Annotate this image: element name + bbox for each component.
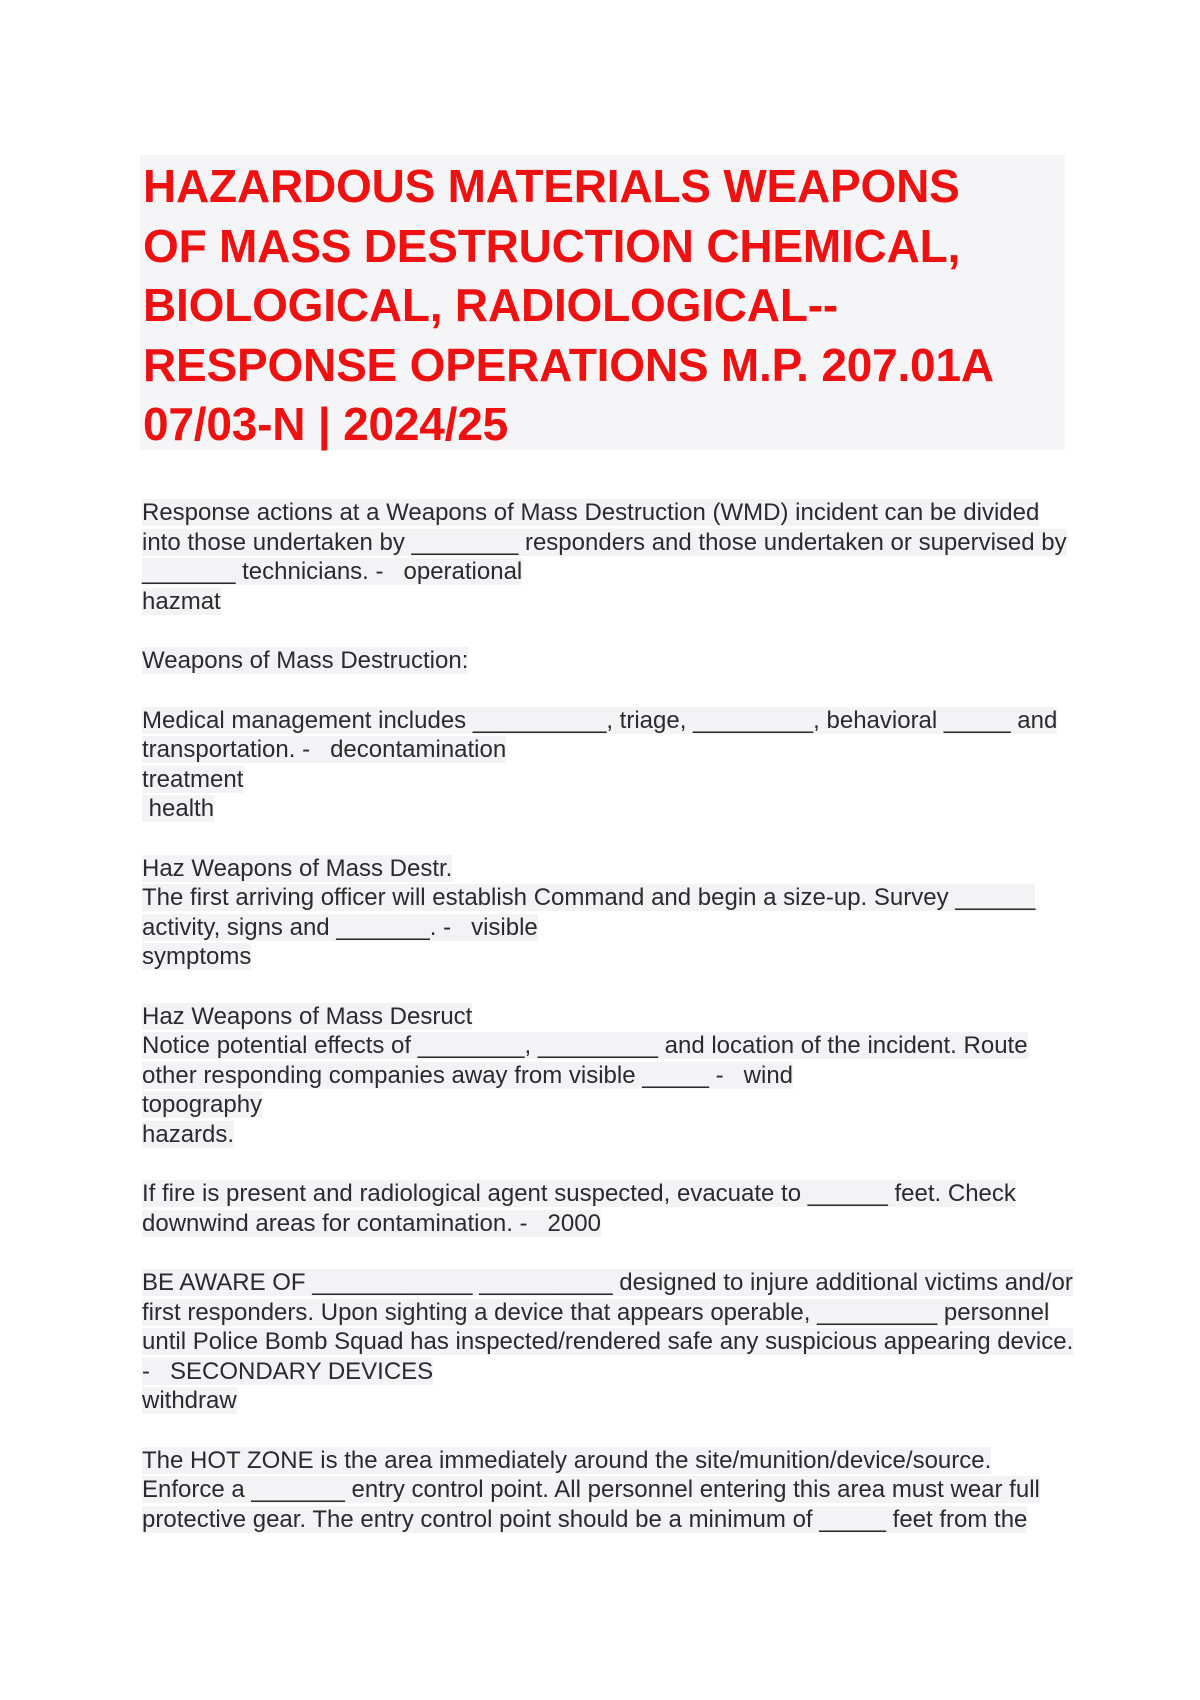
title-line: HAZARDOUS MATERIALS WEAPONS (143, 160, 960, 212)
entry-text-line: transportation. - decontamination (142, 736, 507, 763)
entry-text-line: _______ technicians. - operational (142, 558, 523, 585)
entry-text-line: symptoms (142, 943, 252, 970)
entry-text-line: Weapons of Mass Destruction: (142, 647, 469, 674)
flashcard-entry (142, 1446, 1082, 1535)
flashcard-list (142, 498, 1082, 1564)
entry-text-line: first responders. Upon sighting a device that appears operable, _________ personnel (142, 1298, 1050, 1326)
entry-text-line: Response actions at a Weapons of Mass Destruction (WMD) incident can be divided (142, 499, 1040, 526)
entry-text-line: hazards. (142, 1120, 235, 1148)
entry-text-line: health (142, 795, 215, 822)
entry-text-line: - SECONDARY DEVICES (142, 1357, 434, 1385)
entry-text-line: downwind areas for contamination. - 2000 (142, 1209, 601, 1237)
entry-text-line: Haz Weapons of Mass Destr. (142, 854, 453, 882)
entry-text-line: into those undertaken by ________ responders and those undertaken or supervised by (142, 528, 1067, 556)
entry-text-line: BE AWARE OF ____________ __________ designed to injure additional victims and/or (142, 1269, 1073, 1296)
title-line: RESPONSE OPERATIONS M.P. 207.01A (143, 338, 994, 391)
title-line: BIOLOGICAL, RADIOLOGICAL-- (143, 279, 838, 331)
flashcard-entry (142, 1002, 1082, 1150)
flashcard-entry (142, 854, 1082, 972)
flashcard-entry (142, 646, 1082, 676)
entry-text-line: until Police Bomb Squad has inspected/rendered safe any suspicious appearing device. (142, 1328, 1074, 1355)
document-title (143, 155, 1065, 455)
entry-text-line: topography (142, 1091, 263, 1118)
entry-text-line: hazmat (142, 587, 221, 615)
entry-text-line: Notice potential effects of ________, _________ and location of the incident. Route (142, 1032, 1028, 1059)
entry-text-line: other responding companies away from visible _____ - wind (142, 1061, 794, 1089)
title-line: 07/03-N | 2024/25 (143, 398, 508, 450)
entry-text-line: activity, signs and _______. - visible (142, 913, 538, 941)
entry-text-line: The first arriving officer will establish Command and begin a size-up. Survey ______ (142, 884, 1036, 911)
flashcard-entry (142, 706, 1082, 824)
entry-text-line: Medical management includes __________, triage, _________, behavioral _____ and (142, 706, 1058, 734)
title-line: OF MASS DESTRUCTION CHEMICAL, (143, 219, 961, 272)
entry-text-line: If fire is present and radiological agent suspected, evacuate to ______ feet. Check (142, 1180, 1016, 1207)
title-block (140, 155, 1065, 450)
flashcard-entry (142, 1268, 1082, 1416)
entry-text-line: treatment (142, 765, 244, 793)
entry-text-line: withdraw (142, 1387, 237, 1414)
entry-text-line: protective gear. The entry control point should be a minimum of _____ feet from the (142, 1505, 1028, 1533)
flashcard-entry (142, 498, 1082, 616)
entry-text-line: Haz Weapons of Mass Desruct (142, 1002, 473, 1030)
flashcard-entry (142, 1179, 1082, 1238)
entry-text-line: Enforce a _______ entry control point. All personnel entering this area must wear full (142, 1476, 1040, 1503)
entry-text-line: The HOT ZONE is the area immediately around the site/munition/device/source. (142, 1446, 992, 1474)
